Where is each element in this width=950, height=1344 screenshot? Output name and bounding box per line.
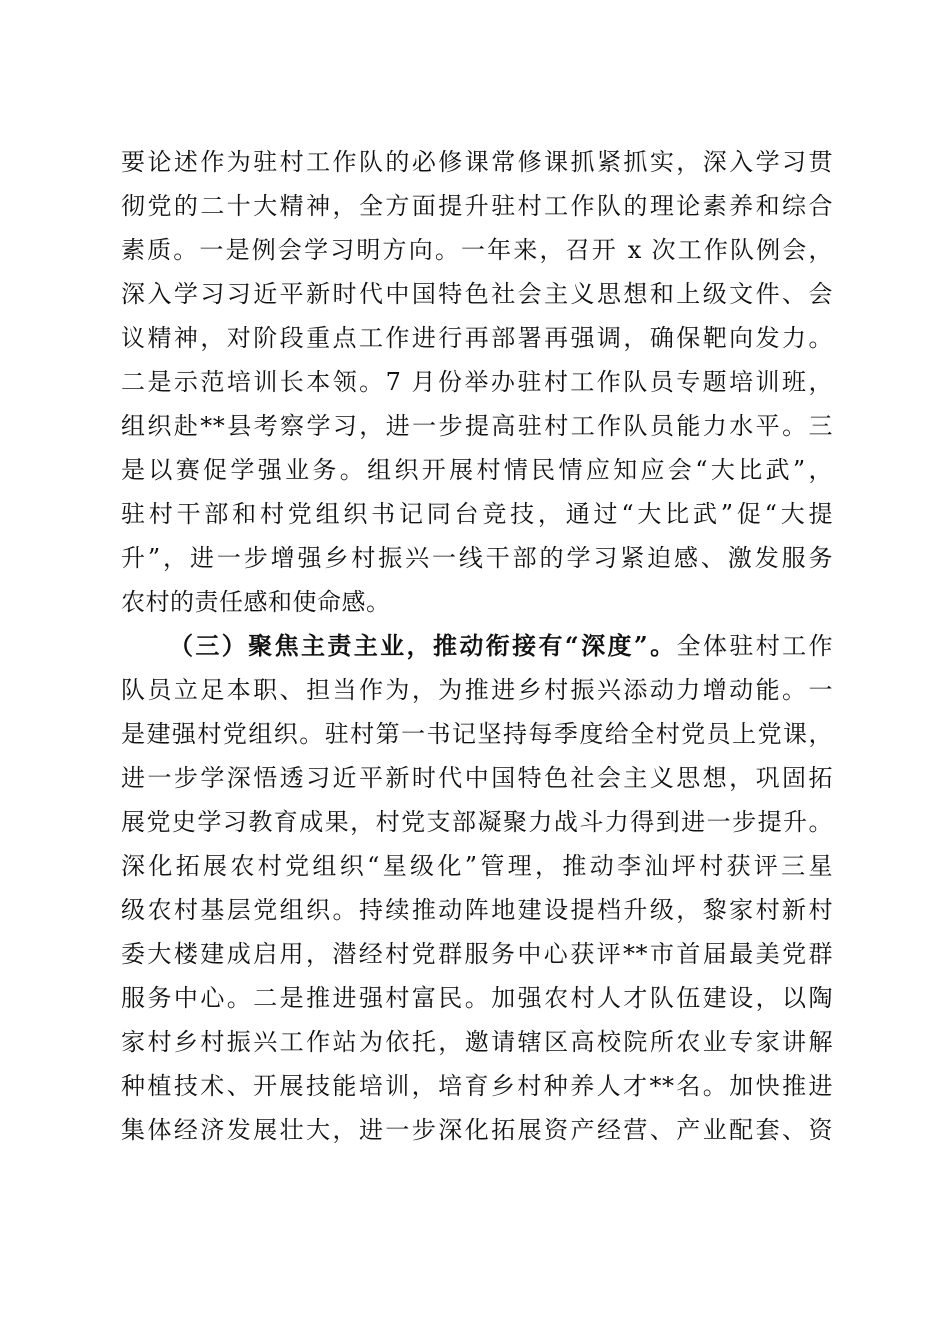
- text-line: 进一步学深悟透习近平新时代中国特色社会主义思想，巩固拓: [121, 764, 833, 792]
- text-line: 深化拓展农村党组织“星级化”管理，推动李汕坪村获评三星: [121, 852, 833, 880]
- paragraph-first-line: [121, 624, 833, 668]
- text-line: 服务中心。二是推进强村富民。加强农村人才队伍建设，以陶: [121, 984, 833, 1012]
- text-line: 委大楼建成启用，潜经村党群服务中心获评**市首届最美党群: [121, 940, 833, 968]
- text-line: 彻党的二十大精神，全方面提升驻村工作队的理论素养和综合: [121, 192, 833, 220]
- text-line: 是建强村党组织。驻村第一书记坚持每季度给全村党员上党课，: [121, 720, 833, 748]
- text-line: 要论述作为驻村工作队的必修课常修课抓紧抓实，深入学习贯: [121, 148, 833, 176]
- text-line: 家村乡村振兴工作站为依托，邀请辖区高校院所农业专家讲解: [121, 1028, 833, 1056]
- text-line: 队员立足本职、担当作为，为推进乡村振兴添动力增动能。一: [121, 676, 833, 704]
- text-line: 素质。一是例会学习明方向。一年来，召开 x 次工作队例会，: [121, 236, 833, 264]
- text-line: 展党史学习教育成果，村党支部凝聚力战斗力得到进一步提升。: [121, 808, 833, 836]
- text-line: 集体经济发展壮大，进一步深化拓展资产经营、产业配套、资: [121, 1116, 833, 1144]
- paragraph-2: [121, 624, 833, 1152]
- body-text: [121, 140, 833, 1152]
- text-line: 议精神，对阶段重点工作进行再部署再强调，确保靶向发力。: [121, 324, 833, 352]
- text-line: 农村的责任感和使命感。: [121, 588, 391, 616]
- text-line: 二是示范培训长本领。7 月份举办驻村工作队员专题培训班，: [121, 368, 833, 396]
- heading-continuation: 全体驻村工作: [676, 632, 834, 660]
- text-line: 深入学习习近平新时代中国特色社会主义思想和上级文件、会: [121, 280, 833, 308]
- section-heading: （三）聚焦主责主业，推动衔接有“深度”。: [169, 631, 677, 660]
- text-line: 升”，进一步增强乡村振兴一线干部的学习紧迫感、激发服务: [121, 544, 833, 572]
- paragraph-1: [121, 140, 833, 624]
- text-line: 驻村干部和村党组织书记同台竞技，通过“大比武”促“大提: [121, 500, 833, 528]
- text-line: 种植技术、开展技能培训，培育乡村种养人才**名。加快推进: [121, 1072, 833, 1100]
- text-line: 是以赛促学强业务。组织开展村情民情应知应会“大比武”，: [121, 456, 833, 484]
- text-line: 级农村基层党组织。持续推动阵地建设提档升级，黎家村新村: [121, 896, 833, 924]
- text-line: 组织赴**县考察学习，进一步提高驻村工作队员能力水平。三: [121, 412, 833, 440]
